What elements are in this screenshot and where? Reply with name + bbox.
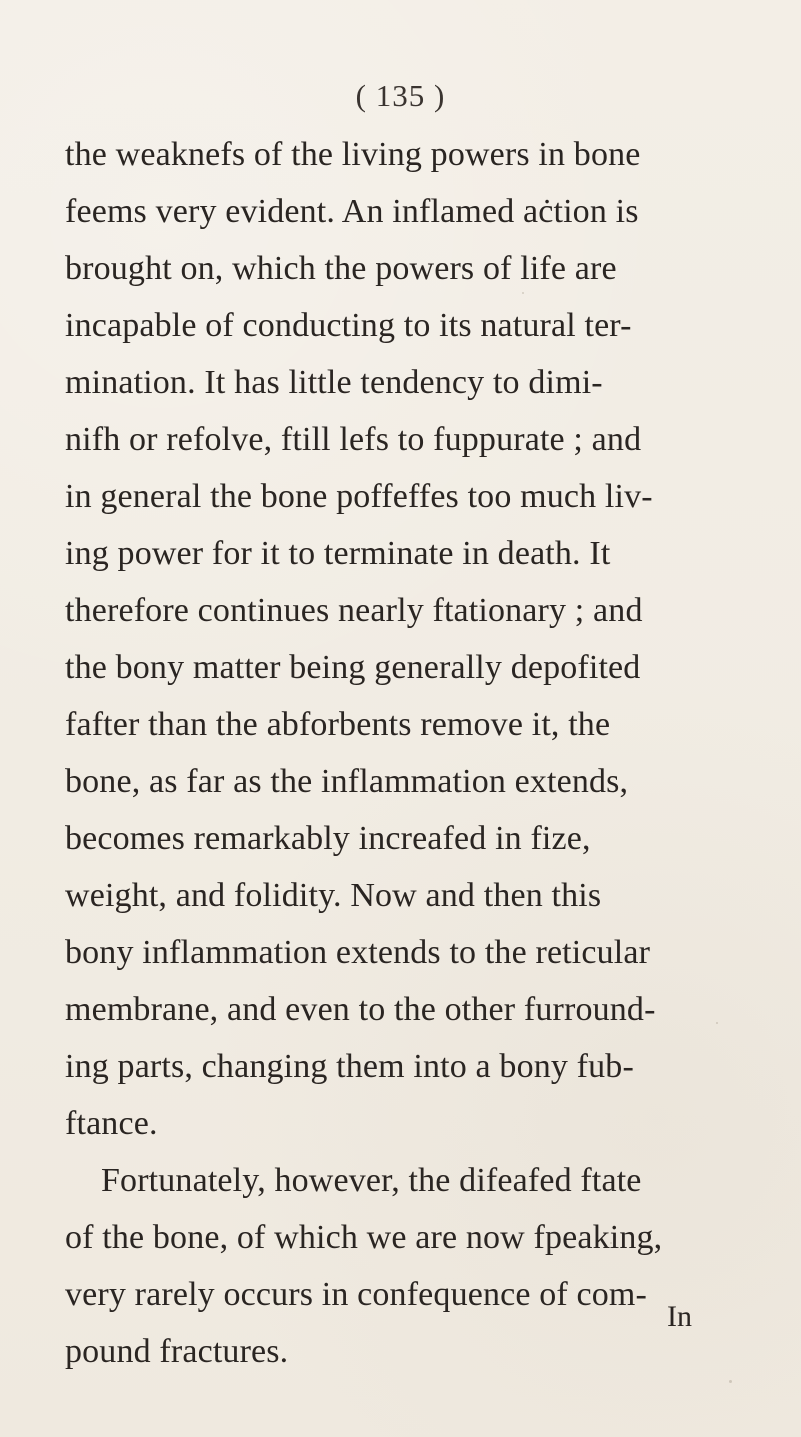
paper-speck bbox=[610, 1242, 612, 1244]
paper-speck bbox=[414, 156, 417, 159]
text-line-13: becomes remarkably increafed in fize, bbox=[65, 820, 591, 857]
text-line-6: nifh or refolve, ftill lefs to fuppurate ; and bbox=[65, 421, 642, 458]
text-line-12: bone, as far as the inflammation extends, bbox=[65, 763, 629, 800]
text-line-21: very rarely occurs in confequence of com- bbox=[65, 1276, 647, 1313]
paper-speck bbox=[729, 1380, 732, 1383]
text-line-3: brought on, which the powers of life are bbox=[65, 250, 617, 287]
text-line-11: fafter than the abforbents remove it, the bbox=[65, 706, 611, 743]
text-line-14: weight, and folidity. Now and then this bbox=[65, 877, 602, 914]
page-number: ( 135 ) bbox=[355, 78, 446, 113]
text-line-9: therefore continues nearly ftationary ; and bbox=[65, 592, 643, 629]
text-line-1: the weaknefs of the living powers in bone bbox=[65, 136, 641, 173]
text-line-4: incapable of conducting to its natural ter- bbox=[65, 307, 632, 344]
text-line-17: ing parts, changing them into a bony fub- bbox=[65, 1048, 634, 1085]
text-line-5: mination. It has little tendency to dimi- bbox=[65, 364, 603, 401]
text-line-22: pound fractures. bbox=[65, 1333, 289, 1370]
paper-speck bbox=[522, 292, 524, 294]
text-line-10: the bony matter being generally depofited bbox=[65, 649, 641, 686]
paper-speck bbox=[716, 1022, 718, 1024]
text-line-20: of the bone, of which we are now fpeaking, bbox=[65, 1219, 663, 1256]
text-line-18: ftance. bbox=[65, 1105, 158, 1142]
text-line-16: membrane, and even to the other furround- bbox=[65, 991, 656, 1028]
catchword: In bbox=[667, 1300, 692, 1333]
text-line-19: Fortunately, however, the difeafed ftate bbox=[101, 1162, 642, 1199]
text-line-15: bony inflammation extends to the reticular bbox=[65, 934, 651, 971]
text-line-2: feems very evident. An inflamed aċtion is bbox=[65, 193, 639, 230]
body-text bbox=[65, 126, 735, 1380]
text-line-7: in general the bone poffeffes too much liv- bbox=[65, 478, 653, 515]
text-line-8: ing power for it to terminate in death. It bbox=[65, 535, 611, 572]
